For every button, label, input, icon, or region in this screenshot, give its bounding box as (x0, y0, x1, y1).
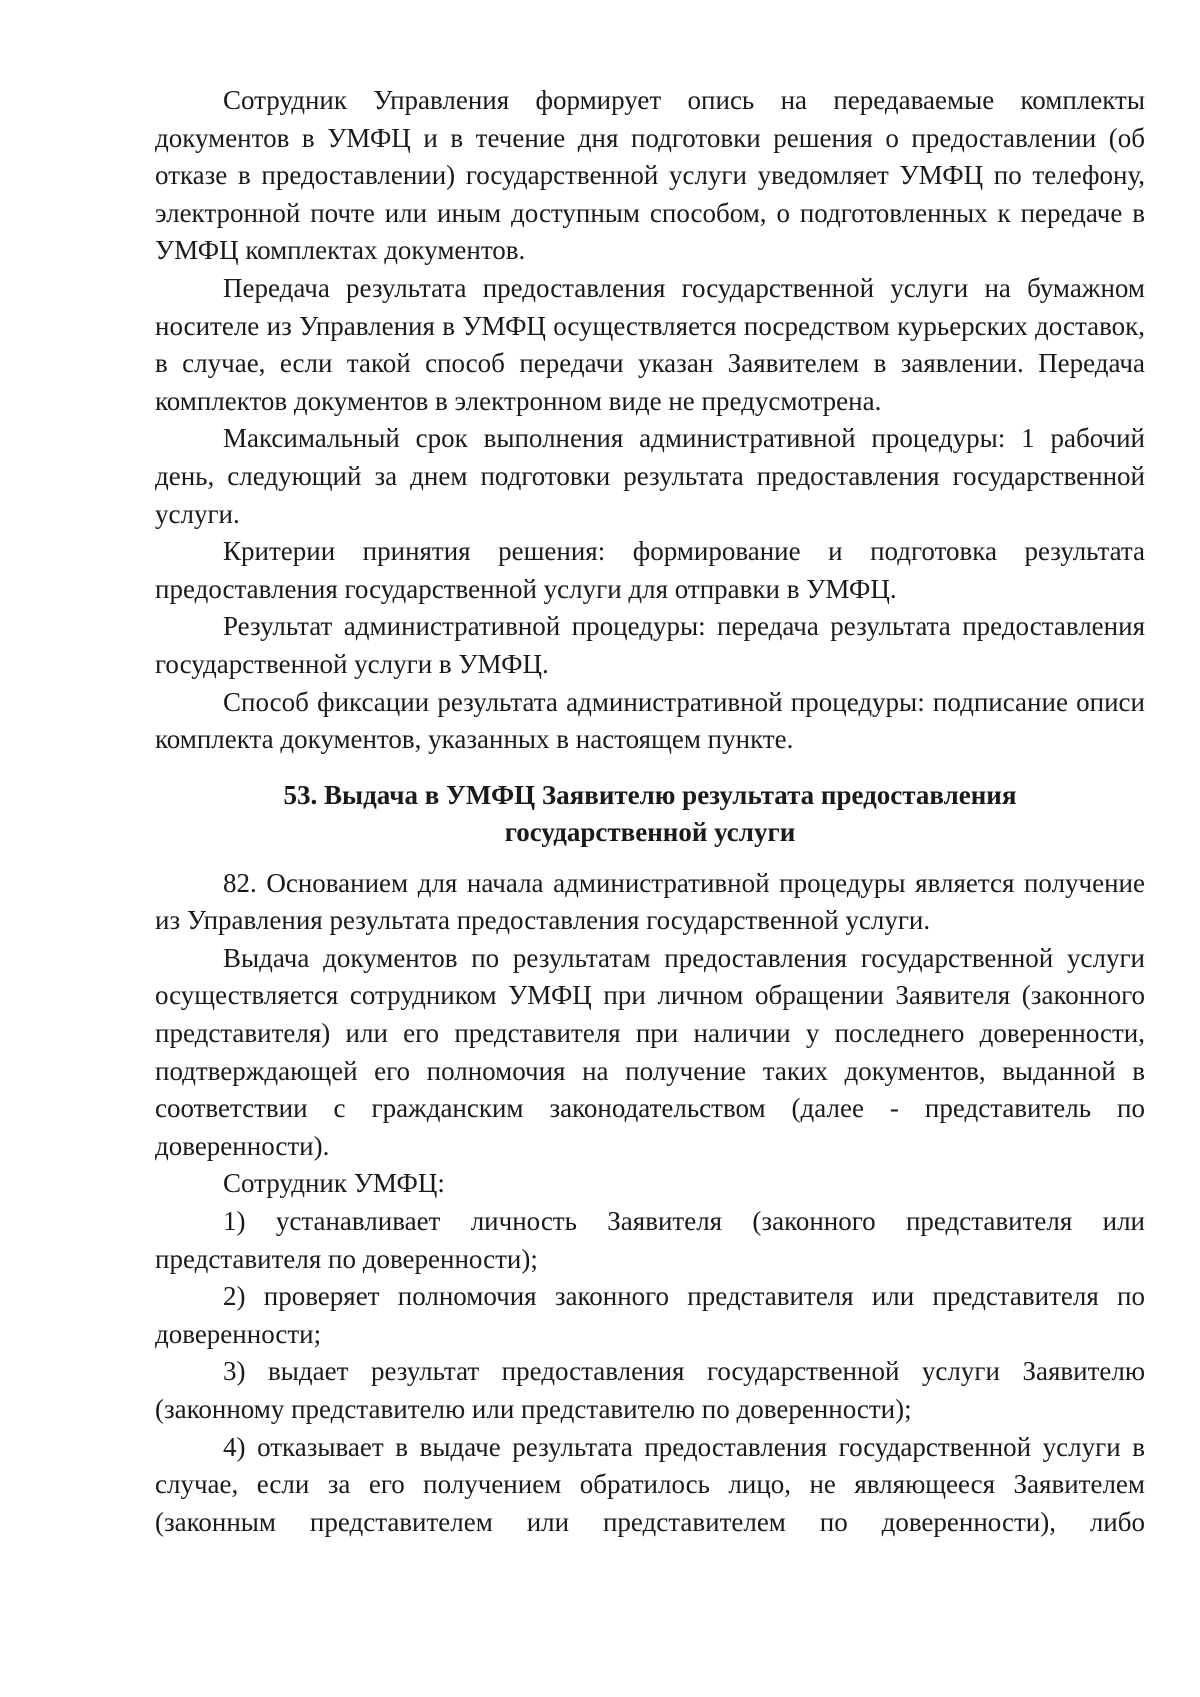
section-heading-line1: 53. Выдача в УМФЦ Заявителю результата предоставления (283, 779, 1017, 810)
paragraph-fixation: Способ фиксации результата административной процедуры: подписание описи комплекта документов, указанных в настоящем пункте. (155, 686, 1145, 755)
document-body (155, 82, 1145, 1541)
list-item-2: 2) проверяет полномочия законного представителя или представителя по доверенности; (155, 1281, 1145, 1349)
paragraph-courier-transfer: Передача результата предоставления государственной услуги на бумажном носителе из Управления в УМФЦ осуществляется посредством курьерских доставок, в случае, если такой способ передачи указан Заявителем в заявлении. Передача комплектов документов в электронном виде не предусмотрена. (155, 272, 1145, 416)
list-item-3: 3) выдает результат предоставления государственной услуги Заявителю (законному представителю или представителю по доверенности); (155, 1356, 1145, 1424)
list-item-4: 4) отказывает в выдаче результата предоставления государственной услуги в случае, если за его получением обратилось лицо, не являющееся Заявителем (законным представителем или представителем по доверенности), либо (155, 1431, 1145, 1537)
paragraph-employee: Сотрудник УМФЦ: (223, 1168, 445, 1199)
paragraph-result: Результат административной процедуры: передача результата предоставления государственной услуги в УМФЦ. (155, 611, 1145, 679)
section-heading-line2: государственной услуги (504, 816, 796, 847)
paragraph-max-term: Максимальный срок выполнения административной процедуры: 1 рабочий день, следующий за днем подготовки результата предоставления государственной услуги. (155, 423, 1145, 529)
paragraph-criteria: Критерии принятия решения: формирование и подготовка результата предоставления государственной услуги для отправки в УМФЦ. (155, 536, 1145, 604)
paragraph-inventory: Сотрудник Управления формирует опись на передаваемые комплекты документов в УМФЦ и в течение дня подготовки решения о предоставлении (об отказе в предоставлении) государственной услуги уведомляет УМФЦ по телефону, электронной почте или иным доступным способом, о подготовленных к передаче в УМФЦ комплектах документов. (155, 85, 1145, 266)
section-heading (155, 777, 1145, 851)
paragraph-82-basis: 82. Основанием для начала административной процедуры является получение из Управления результата предоставления государственной услуги. (155, 867, 1145, 936)
list-item-1: 1) устанавливает личность Заявителя (законного представителя или представителя по доверенности); (155, 1206, 1145, 1274)
paragraph-issuance: Выдача документов по результатам предоставления государственной услуги осуществляется сотрудником УМФЦ при личном обращении Заявителя (законного представителя) или его представителя при наличии у последнего доверенности, подтверждающей его полномочия на получение таких документов, выданной в соответствии с гражданским законодательством (далее - представитель по доверенности). (155, 942, 1145, 1161)
